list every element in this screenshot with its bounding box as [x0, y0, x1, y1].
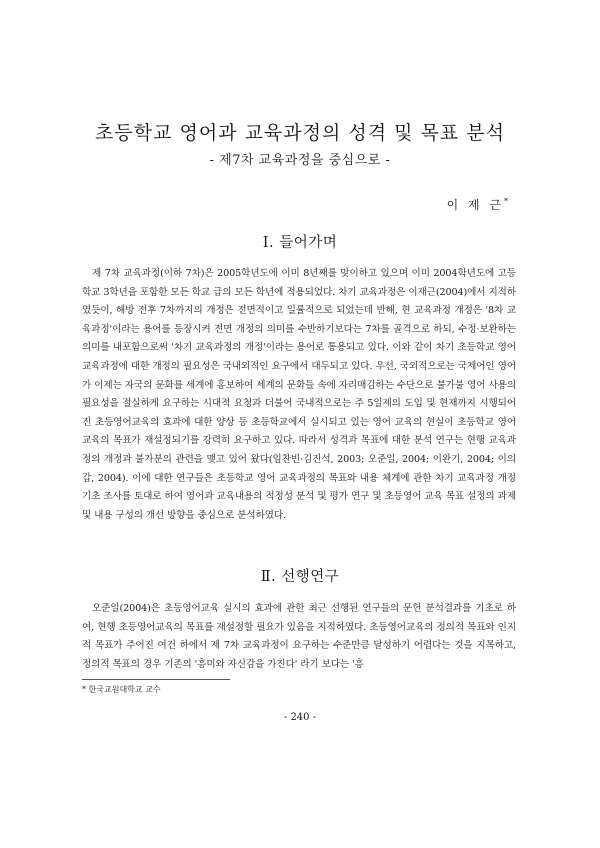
footnote-affiliation: * 한국교원대학교 교수	[82, 685, 161, 694]
author-name	[447, 196, 508, 213]
introduction-paragraph: 제 7차 교육과정(이하 7차)은 2005학년도에 이미 8년째를 맞이하고 있으며 이미 2004학년도에 고등학교 3학년을 포함한 모든 학교 급의 모든 학년에 적용되었다. 차기 교육과정은 이재근(2004)에서 지적하였듯이, 해방 전후 7차까지의 개정은 전면적이고 일률적으로 되었는데 반해, 현 교육과정 개정은 '8차 교육과정'이라는 용어를 등장시켜 전면 개정의 의미를 수반하기보다는 7차를 골격으로 하되, 수정·보완하는 의미를 내포함으로써 '차기 교육과정의 개정'이라는 용어로 통용되고 있다. 이와 같이 차기 초등학교 영어 교육과정에 대한 개정의 필요성은 국내외적인 요구에서 대두되고 있다. 우선, 국외적으로는 국제어인 영어가 이제는 자국의 문화를 세계에 홍보하여 세계의 문화들 속에 자리매김하는 수단으로 불가불 영어 사용의 필요성을 절실하게 요구하는 시대적 요청과 더불어 국내적으로는 주 5일제의 도입 및 현재까지 시행되어진 초등영어교육의 효과에 대한 양상 등 초등학교에서 실시되고 있는 영어 교육의 현실이 초등학교 영어 교육의 목표가 재설정되기를 강력히 요구하고 있다. 따라서 성격과 목표에 대한 분석 연구는 현행 교육과정의 개정과 불가분의 관련을 맺고 있어 왔다(임찬빈·김진석, 2003; 오준일, 2004; 이완기, 2004; 이의갑, 2004). 이에 대한 연구들은 초등학교 영어 교육과정의 목표와 내용 체계에 관한 차기 교육과정 개정 기초 조사를 토대로 하여 영어과 교육내용의 적정성 분석 및 평가 연구 및 초등영어 교육 목표 설정의 과제 및 내용 구성의 개선 방향을 중심으로 분석하였다.	[82, 268, 516, 521]
author-text: 이 제 근	[446, 198, 504, 212]
footnote-divider	[82, 679, 230, 680]
section-heading-prior-research: Ⅱ. 선행연구	[260, 569, 340, 585]
paper-title: 초등학교 영어과 교육과정의 성격 및 목표 분석	[95, 122, 505, 144]
prior-research-paragraph: 오준일(2004)은 초등영어교육 실시의 효과에 관한 최근 선행된 연구들의 문헌 분석결과를 기초로 하여, 현행 초등영어교육의 목표를 재설정할 필요가 있음을 지적하였다. 초등영어교육의 정의적 목표와 인지적 목표가 주어진 여건 하에서 제 7차 교육과정이 요구하는 수준만큼 달성하기 어렵다는 것을 지목하고, 정의적 목표의 경우 기존의 '흥미와 자신감을 가진다' 라기 보다는 '흥	[82, 603, 516, 670]
author-footnote-mark: *	[504, 197, 508, 206]
paper-subtitle: - 제7차 교육과정을 중심으로 -	[209, 153, 391, 168]
page-number: - 240 -	[283, 712, 317, 723]
section-heading-introduction: I. 들어가며	[262, 235, 338, 251]
